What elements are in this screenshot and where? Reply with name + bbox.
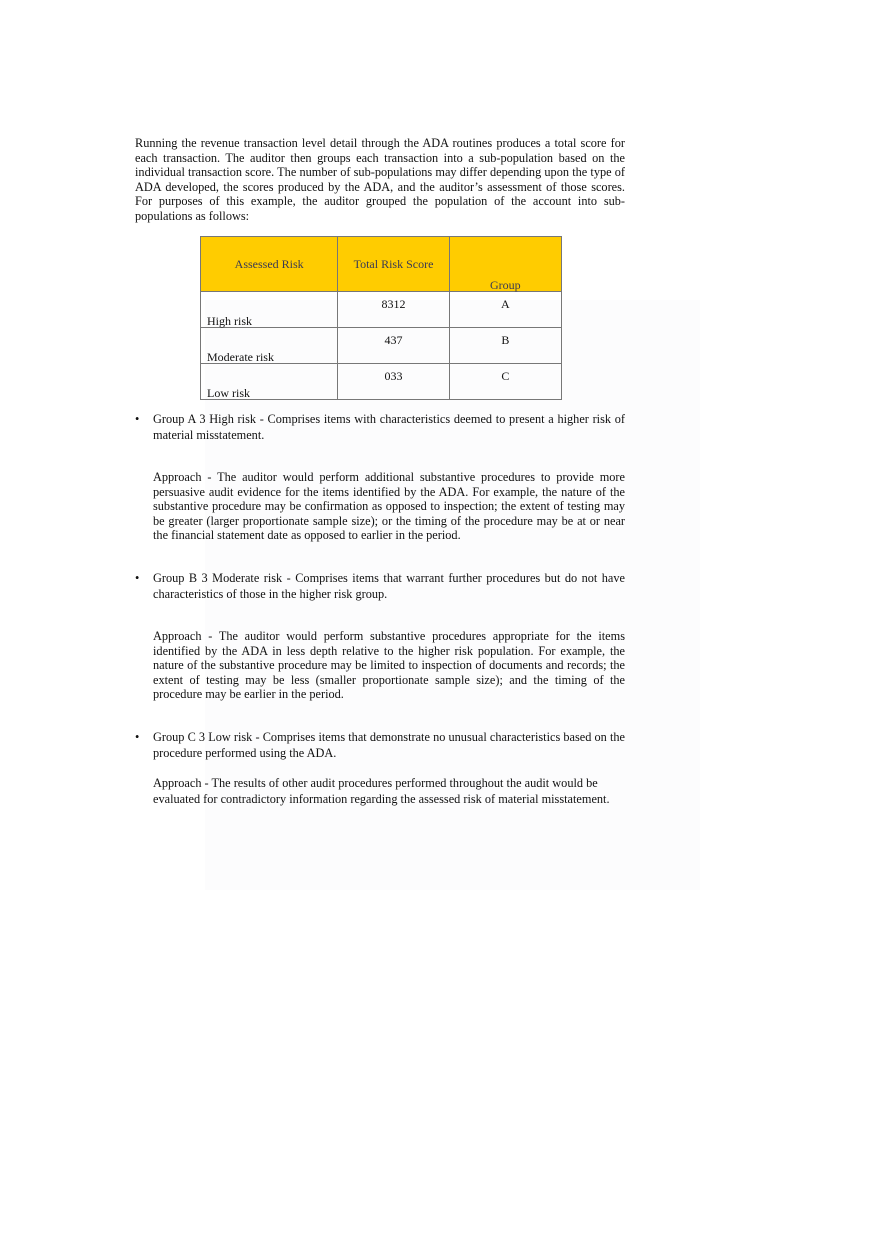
group-cell: A bbox=[449, 292, 561, 328]
group-b-approach: Approach - The auditor would perform substantive procedures appropriate for the items identified by the ADA in less depth relative to the higher risk population. For example, the nature of the substantive procedure may be limited to inspection of documents and records; the extent of testing may be less (smaller proportionate sample size); and the timing of the procedure may be earlier in the period. bbox=[153, 629, 625, 701]
header-assessed-risk: Assessed Risk bbox=[201, 237, 338, 292]
assessed-risk-cell: Low risk bbox=[201, 364, 338, 400]
group-cell: C bbox=[449, 364, 561, 400]
group-c-heading: Group C 3 Low risk - Comprises items that demonstrate no unusual characteristics based on the procedure performed using the ADA. bbox=[153, 730, 625, 760]
group-a-bullet-item bbox=[135, 411, 625, 443]
group-cell: B bbox=[449, 328, 561, 364]
assessed-risk-cell: Moderate risk bbox=[201, 328, 338, 364]
group-b-heading: Group B 3 Moderate risk - Comprises items that warrant further procedures but do not have characteristics of those in the higher risk group. bbox=[153, 571, 625, 601]
intro-paragraph: Running the revenue transaction level detail through the ADA routines produces a total score for each transaction. The auditor then groups each transaction into a sub-population based on the individual transaction score. The number of sub-populations may differ depending upon the type of ADA developed, the scores produced by the ADA, and the auditor’s assessment of those scores. For purposes of this example, the auditor grouped the population of the account into sub-populations as follows: bbox=[135, 136, 625, 223]
bullet-icon: • bbox=[135, 730, 140, 744]
group-b-bullet-item bbox=[135, 570, 625, 602]
group-c-bullet-item bbox=[135, 729, 625, 761]
header-group: Group bbox=[449, 237, 561, 292]
assessed-risk-cell: High risk bbox=[201, 292, 338, 328]
group-c-approach: Approach - The results of other audit procedures performed throughout the audit would be evaluated for contradictory information regarding the assessed risk of material misstatement. bbox=[153, 776, 610, 806]
total-risk-score-cell: 8312 bbox=[338, 292, 449, 328]
bullet-icon: • bbox=[135, 412, 140, 426]
bullet-icon: • bbox=[135, 571, 140, 585]
total-risk-score-cell: 437 bbox=[338, 328, 449, 364]
risk-table bbox=[200, 236, 562, 400]
total-risk-score-cell: 033 bbox=[338, 364, 449, 400]
table-row bbox=[201, 364, 562, 400]
header-total-risk-score: Total Risk Score bbox=[338, 237, 449, 292]
table-header-row bbox=[201, 237, 562, 292]
table-row bbox=[201, 292, 562, 328]
table-row bbox=[201, 328, 562, 364]
group-a-heading: Group A 3 High risk - Comprises items with characteristics deemed to present a higher risk of material misstatement. bbox=[153, 412, 625, 442]
group-a-approach: Approach - The auditor would perform additional substantive procedures to provide more persuasive audit evidence for the items identified by the ADA. For example, the nature of the substantive procedure may be confirmation as opposed to inspection; the extent of testing may be greater (larger proportionate sample size); or the timing of the procedure may be at or near the financial statement date as opposed to earlier in the period. bbox=[153, 470, 625, 542]
